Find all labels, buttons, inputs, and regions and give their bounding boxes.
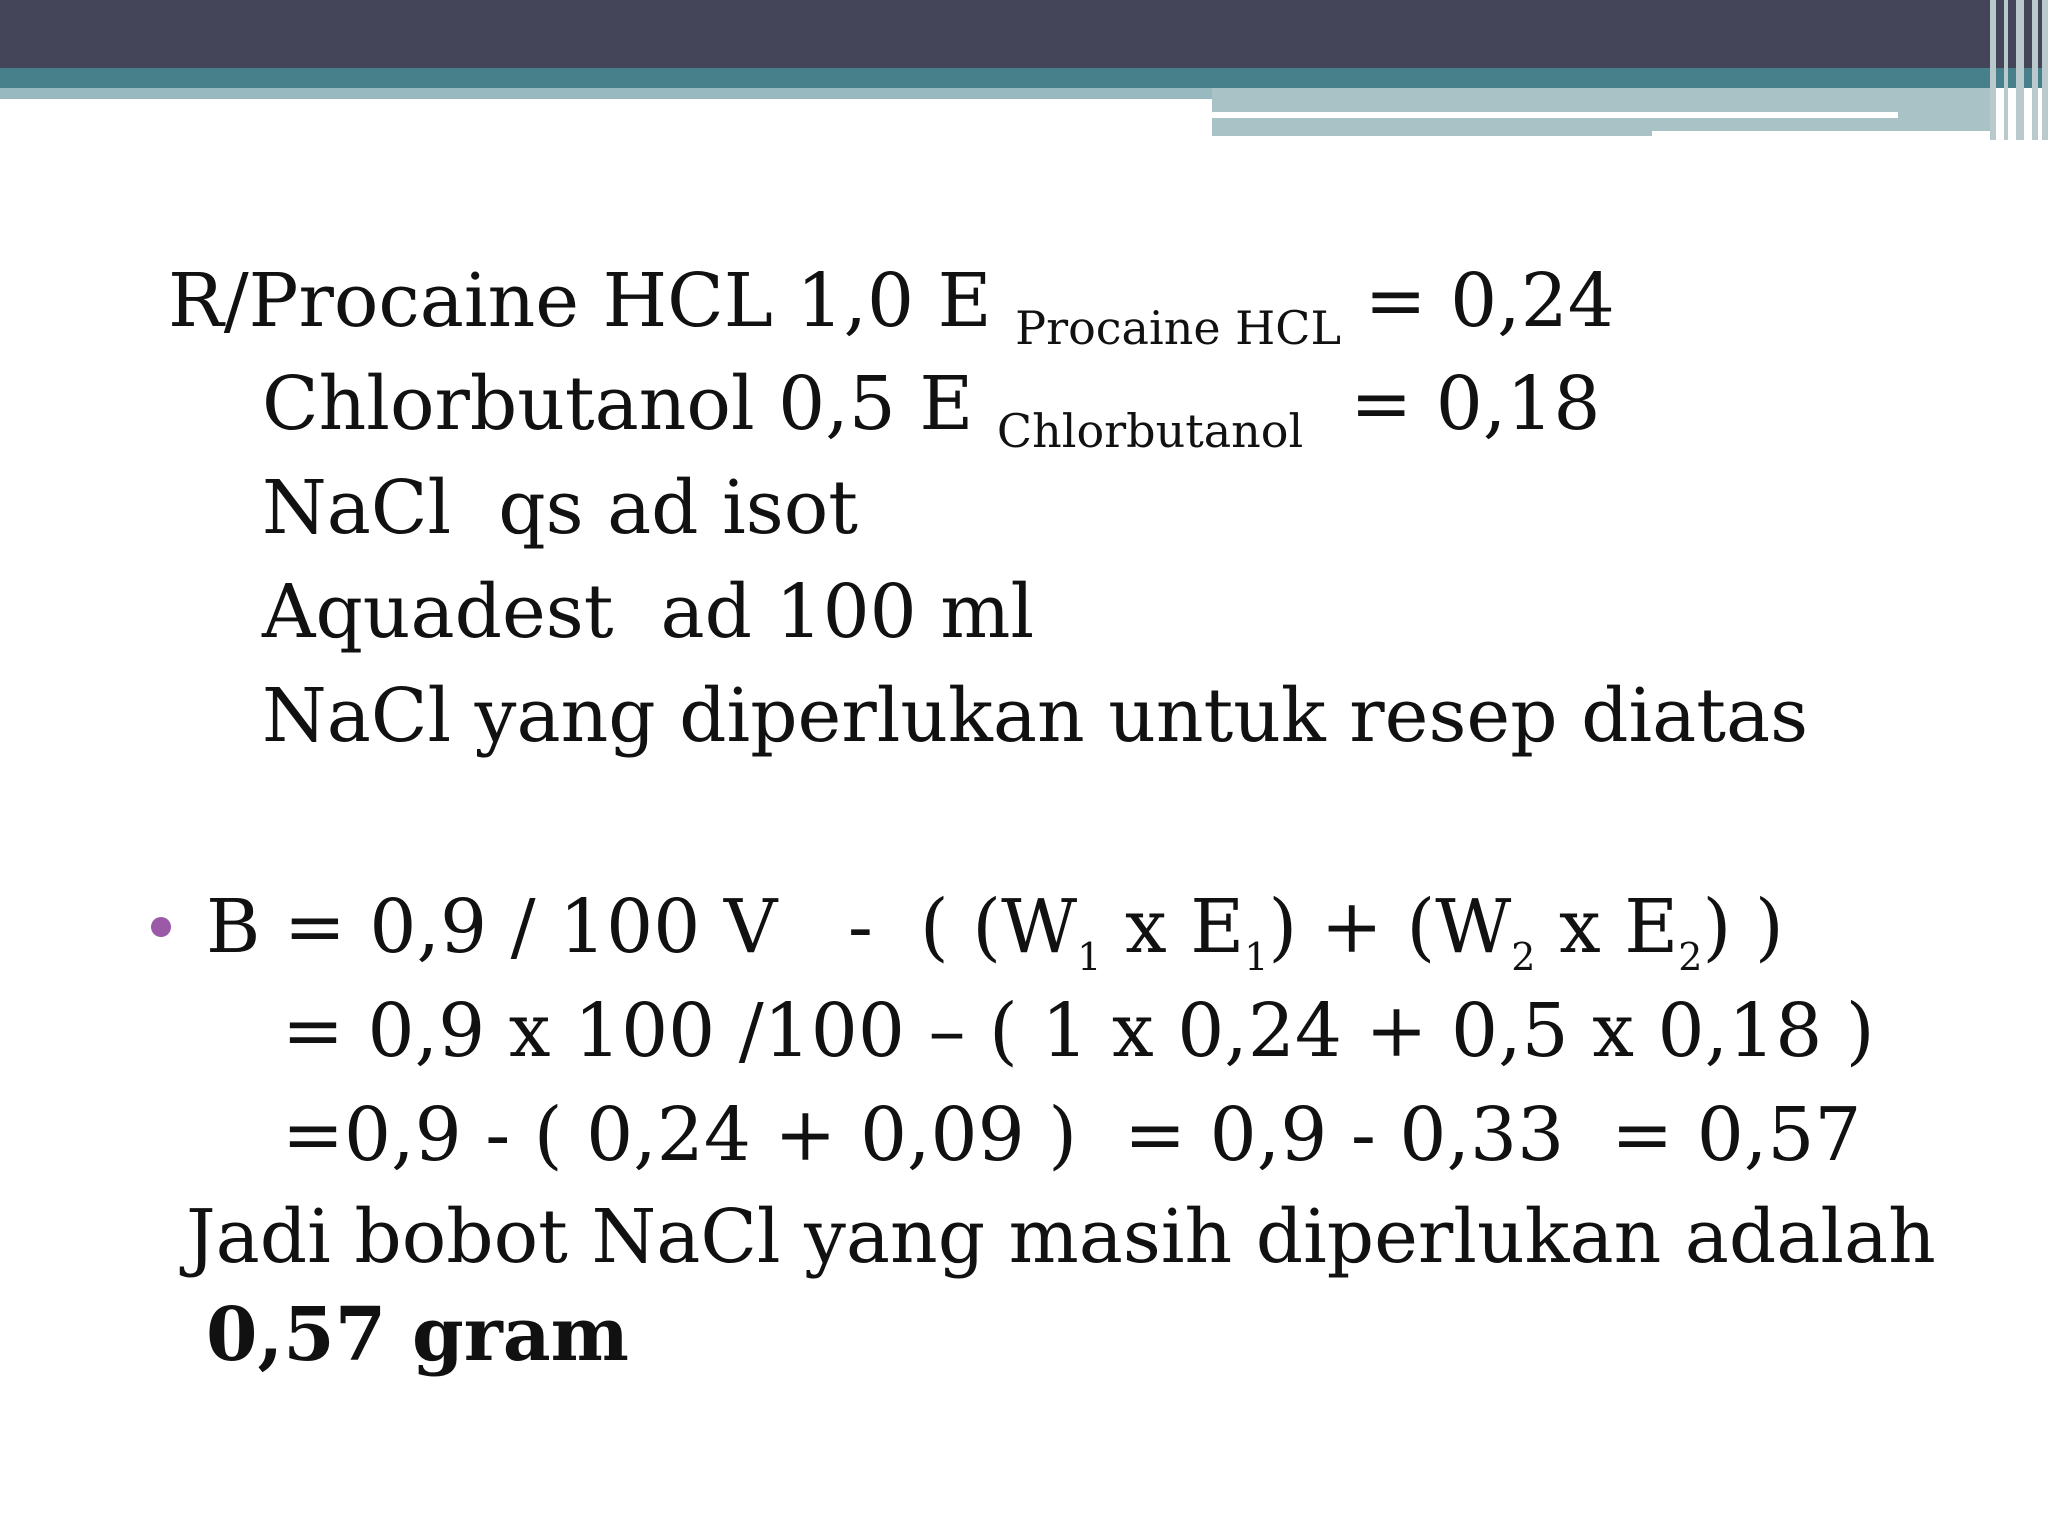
header-edge-stripe [2004, 0, 2008, 140]
formula-part: ) + (W [1268, 884, 1512, 970]
calculation-step-2: =0,9 - ( 0,24 + 0,09 ) = 0,9 - 0,33 = 0,57 [282, 1092, 1862, 1178]
bullet-dot [151, 917, 171, 937]
recipe-line-procaine [168, 256, 1615, 373]
calculation-step-1: = 0,9 x 100 /100 – ( 1 x 0,24 + 0,5 x 0,18 ) [282, 988, 1875, 1074]
header-bar-teal [0, 68, 2048, 88]
recipe-line-chlorbutanol [262, 359, 1601, 476]
procaine-subscript: Procaine HCL [1015, 301, 1342, 355]
formula-part: ) ) [1702, 884, 1784, 970]
header-accent-stripe [1212, 112, 1898, 118]
header-bar-light [0, 88, 1212, 99]
header-edge-stripe [2042, 0, 2048, 140]
header-edge-stripe [2032, 0, 2038, 140]
chlorbutanol-subscript: Chlorbutanol [996, 404, 1304, 458]
procaine-value: = 0,24 [1364, 258, 1615, 344]
formula-part: x E [1101, 884, 1245, 970]
chlorbutanol-value: = 0,18 [1326, 361, 1601, 447]
formula-part: B = 0,9 / 100 V - ( (W [206, 884, 1078, 970]
procaine-text: R/Procaine HCL 1,0 E [168, 258, 992, 344]
recipe-line-nacl: NaCl qs ad isot [262, 465, 859, 551]
formula-subscript: 2 [1678, 935, 1703, 979]
recipe-line-question: NaCl yang diperlukan untuk resep diatas [262, 673, 1809, 759]
header-edge-stripe [2016, 0, 2024, 140]
formula-subscript: 1 [1077, 935, 1102, 979]
formula-subscript: 1 [1244, 935, 1269, 979]
formula-part: x E [1535, 884, 1679, 970]
conclusion-text: Jadi bobot NaCl yang masih diperlukan adalah [186, 1194, 1936, 1280]
formula-subscript: 2 [1511, 935, 1536, 979]
header-edge-stripe [1990, 0, 1996, 140]
chlorbutanol-text: Chlorbutanol 0,5 E [262, 361, 974, 447]
header-accent-stripe [1652, 131, 1998, 137]
answer-text: 0,57 gram [206, 1292, 629, 1378]
header-bar-dark [0, 0, 2048, 68]
formula-line [206, 882, 1784, 1002]
recipe-line-aquadest: Aquadest ad 100 ml [262, 569, 1035, 655]
